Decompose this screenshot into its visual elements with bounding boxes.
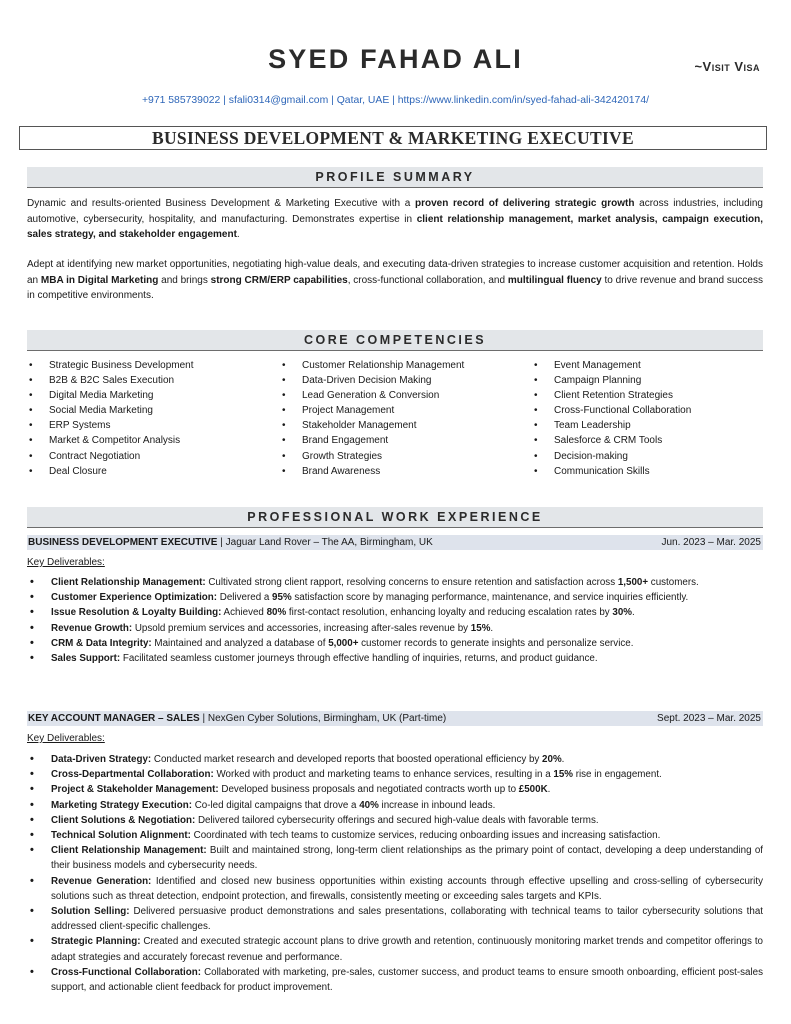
deliverable-emphasis: 5,000+ bbox=[328, 637, 359, 649]
deliverable-text: Delivered a bbox=[217, 592, 273, 604]
summary-emphasis: multilingual fluency bbox=[507, 274, 602, 286]
deliverable-text: . bbox=[490, 622, 494, 634]
deliverable-emphasis: 40% bbox=[359, 799, 379, 811]
competency-item: • Deal Closure bbox=[27, 464, 194, 479]
deliverable-title: Revenue Growth: bbox=[51, 622, 133, 634]
summary-emphasis: strong CRM/ERP capabilities bbox=[210, 274, 348, 286]
job-dates: Sept. 2023 – Mar. 2025 bbox=[657, 713, 761, 724]
competency-item: • Salesforce & CRM Tools bbox=[532, 433, 691, 448]
competency-item: • Contract Negotiation bbox=[27, 449, 194, 464]
competency-item: • Project Management bbox=[280, 403, 464, 418]
deliverable-emphasis: £500K bbox=[518, 784, 548, 796]
key-deliverables-label: Key Deliverables: bbox=[27, 733, 105, 744]
deliverable-item bbox=[27, 828, 763, 843]
deliverable-emphasis: 95% bbox=[272, 592, 292, 604]
core-competencies-heading: CORE COMPETENCIES bbox=[27, 330, 763, 351]
competency-item: • Campaign Planning bbox=[532, 373, 691, 388]
job-header bbox=[27, 711, 763, 726]
deliverable-text: satisfaction score by managing performance, maintenance, and service inquiries efficiently. bbox=[291, 592, 689, 604]
deliverable-text: . bbox=[632, 607, 635, 619]
work-experience-heading: PROFESSIONAL WORK EXPERIENCE bbox=[27, 507, 763, 528]
competency-item: • Lead Generation & Conversion bbox=[280, 388, 464, 403]
deliverable-title: Data-Driven Strategy: bbox=[51, 754, 152, 765]
deliverable-emphasis: 15% bbox=[470, 622, 491, 634]
job-role: BUSINESS DEVELOPMENT EXECUTIVE bbox=[28, 537, 218, 548]
deliverable-emphasis: 80% bbox=[266, 607, 287, 619]
deliverable-title: Client Relationship Management: bbox=[51, 577, 206, 588]
deliverable-text: rise in engagement. bbox=[573, 769, 662, 781]
profile-summary-heading: PROFILE SUMMARY bbox=[27, 167, 763, 188]
deliverable-title: Client Solutions & Negotiation: bbox=[51, 814, 196, 826]
deliverable-item bbox=[27, 636, 763, 651]
deliverable-text: customers. bbox=[648, 577, 699, 588]
deliverable-item bbox=[27, 965, 763, 995]
competency-item: • Communication Skills bbox=[532, 464, 691, 479]
competency-item: • Decision-making bbox=[532, 449, 691, 464]
deliverable-emphasis: 1,500+ bbox=[617, 577, 649, 588]
competencies-column-2 bbox=[280, 358, 464, 479]
summary-text: and brings bbox=[158, 274, 211, 286]
deliverable-title: Customer Experience Optimization: bbox=[51, 592, 218, 604]
profile-paragraph-2 bbox=[27, 257, 763, 304]
deliverable-item bbox=[27, 605, 763, 620]
deliverable-item bbox=[27, 782, 763, 797]
deliverable-title: Client Relationship Management: bbox=[51, 845, 207, 857]
deliverable-text: . bbox=[547, 784, 551, 796]
deliverable-text: Conducted market research and developed reports that boosted operational efficiency by bbox=[151, 754, 543, 765]
deliverable-item bbox=[27, 651, 763, 666]
deliverable-title: Issue Resolution & Loyalty Building: bbox=[51, 607, 222, 619]
competency-item: • Event Management bbox=[532, 358, 691, 373]
deliverable-text: Collaborated with marketing, pre-sales, customer success, and product teams to ensure smooth onboarding, efficient post-sales support, and actionable client feedback for product improvement. bbox=[51, 966, 763, 994]
competency-item: • Data-Driven Decision Making bbox=[280, 373, 464, 388]
summary-text: across industries, including automotive, cybersecurity, hospitality, and manufacturing. Demonstrates expertise in bbox=[27, 198, 763, 225]
deliverable-text: Upsold premium services and accessories, increasing after-sales revenue by bbox=[132, 622, 471, 634]
job-company: | Jaguar Land Rover – The AA, Birmingham, UK bbox=[217, 537, 433, 548]
deliverable-item bbox=[27, 767, 763, 782]
deliverable-title: Cross-Functional Collaboration: bbox=[51, 966, 202, 978]
profile-paragraph-1 bbox=[27, 196, 763, 243]
deliverable-emphasis: 20% bbox=[542, 754, 562, 765]
deliverable-text: Developed business proposals and negotiated contracts worth up to bbox=[218, 784, 519, 796]
deliverable-text: first-contact resolution, enhancing loyalty and reducing escalation rates by bbox=[286, 607, 613, 619]
competencies-column-3 bbox=[532, 358, 691, 479]
deliverable-text: Created and executed strategic account plans to drive growth and retention, continuously monitoring market trends and competitor offerings to adapt strategies and accurately forecast revenue and performance. bbox=[51, 936, 763, 963]
summary-text: . bbox=[236, 229, 240, 240]
job-dates: Jun. 2023 – Mar. 2025 bbox=[661, 537, 761, 548]
contact-line[interactable]: +971 585739022 | sfali0314@gmail.com | Qatar, UAE | https://www.linkedin.com/in/syed-fahad-ali-342420174/ bbox=[141, 95, 649, 106]
competency-item: • Strategic Business Development bbox=[27, 358, 194, 373]
deliverable-item bbox=[27, 813, 763, 828]
job-company: | NexGen Cyber Solutions, Birmingham, UK (Part-time) bbox=[199, 713, 447, 724]
competency-item: • ERP Systems bbox=[27, 418, 194, 433]
deliverable-title: Revenue Generation: bbox=[51, 875, 152, 887]
professional-headline: BUSINESS DEVELOPMENT & MARKETING EXECUTIVE bbox=[19, 126, 767, 150]
deliverable-item bbox=[27, 752, 763, 767]
deliverable-text: Built and maintained strong, long-term client relationships as the primary point of contact, developing a deep understanding of their business models and cybersecurity needs. bbox=[51, 845, 763, 872]
competency-item: • B2B & B2C Sales Execution bbox=[27, 373, 194, 388]
summary-text: to drive revenue and brand success in competitive environments. bbox=[27, 274, 763, 301]
competencies-column-1 bbox=[27, 358, 194, 479]
competency-item: • Market & Competitor Analysis bbox=[27, 433, 194, 448]
competency-item: • Stakeholder Management bbox=[280, 418, 464, 433]
deliverable-title: Project & Stakeholder Management: bbox=[51, 784, 219, 796]
visa-status: ~Visit Visa bbox=[694, 59, 760, 74]
deliverable-text: Co-led digital campaigns that drove a bbox=[192, 799, 360, 811]
deliverable-text: Identified and closed new business opportunities within existing accounts through effective upselling and cross-selling of cybersecurity solutions such as threat detection, endpoint protection, and firewalls, consistently meeting or exceeding sales targets and KPIs. bbox=[51, 875, 763, 902]
competency-item: • Growth Strategies bbox=[280, 449, 464, 464]
deliverable-item bbox=[27, 590, 763, 605]
deliverable-title: Technical Solution Alignment: bbox=[51, 830, 191, 842]
competency-item: • Digital Media Marketing bbox=[27, 388, 194, 403]
summary-text: Adept at identifying new market opportunities, negotiating high-value deals, and executing data-driven strategies to increase customer acquisition and retention. Holds an bbox=[27, 259, 763, 286]
competency-item: • Cross-Functional Collaboration bbox=[532, 403, 691, 418]
deliverable-item bbox=[27, 798, 763, 813]
deliverable-text: Facilitated seamless customer journeys through effective handling of inquiries, returns, and product guidance. bbox=[120, 653, 598, 665]
deliverable-title: Sales Support: bbox=[51, 653, 121, 665]
deliverable-item bbox=[27, 874, 763, 904]
deliverable-text: Achieved bbox=[221, 607, 267, 619]
deliverable-emphasis: 15% bbox=[553, 769, 573, 781]
job-header bbox=[27, 535, 763, 550]
job-deliverables-list bbox=[27, 752, 763, 995]
deliverable-text: Cultivated strong client rapport, resolving concerns to ensure retention and satisfaction across bbox=[205, 577, 618, 588]
summary-emphasis: client relationship management, market analysis, campaign execution, sales strategy, and stakeholder engagement bbox=[27, 213, 763, 240]
deliverable-title: Cross-Departmental Collaboration: bbox=[51, 769, 214, 781]
deliverable-text: Maintained and analyzed a database of bbox=[151, 637, 329, 649]
competency-item: • Customer Relationship Management bbox=[280, 358, 464, 373]
summary-emphasis: MBA in Digital Marketing bbox=[40, 274, 159, 286]
competency-item: • Brand Engagement bbox=[280, 433, 464, 448]
summary-text: Dynamic and results-oriented Business Development & Marketing Executive with a bbox=[27, 198, 415, 209]
deliverable-title: Strategic Planning: bbox=[51, 936, 141, 948]
deliverable-text: Delivered tailored cybersecurity offerings and secured high-value deals with favorable terms. bbox=[195, 814, 599, 826]
competency-item: • Team Leadership bbox=[532, 418, 691, 433]
deliverable-item bbox=[27, 575, 763, 590]
candidate-name: SYED FAHAD ALI bbox=[268, 44, 523, 74]
deliverable-item bbox=[27, 621, 763, 636]
deliverable-text: Delivered persuasive product demonstrations and sales presentations, collaborating with technical teams to tailor cybersecurity solutions that addressed client-specific challenges. bbox=[51, 906, 764, 933]
summary-emphasis: proven record of delivering strategic growth bbox=[414, 198, 635, 209]
job-deliverables-list bbox=[27, 575, 763, 666]
job-role: KEY ACCOUNT MANAGER – SALES bbox=[28, 713, 200, 724]
key-deliverables-label: Key Deliverables: bbox=[27, 557, 105, 568]
deliverable-text: Worked with product and marketing teams to enhance services, resulting in a bbox=[213, 769, 554, 781]
deliverable-emphasis: 30% bbox=[612, 607, 633, 619]
deliverable-item bbox=[27, 843, 763, 873]
competency-item: • Brand Awareness bbox=[280, 464, 464, 479]
deliverable-text: customer records to generate insights and personalize service. bbox=[358, 637, 634, 649]
deliverable-item bbox=[27, 934, 763, 964]
deliverable-text: . bbox=[561, 754, 565, 765]
competency-item: • Social Media Marketing bbox=[27, 403, 194, 418]
deliverable-item bbox=[27, 904, 763, 934]
deliverable-text: Coordinated with tech teams to customize services, reducing onboarding issues and increasing satisfaction. bbox=[190, 830, 661, 842]
deliverable-title: Solution Selling: bbox=[51, 906, 130, 918]
deliverable-title: CRM & Data Integrity: bbox=[51, 637, 152, 649]
summary-text: , cross-functional collaboration, and bbox=[347, 274, 508, 286]
deliverable-text: increase in inbound leads. bbox=[378, 799, 496, 811]
competency-item: • Client Retention Strategies bbox=[532, 388, 691, 403]
deliverable-title: Marketing Strategy Execution: bbox=[51, 799, 192, 811]
